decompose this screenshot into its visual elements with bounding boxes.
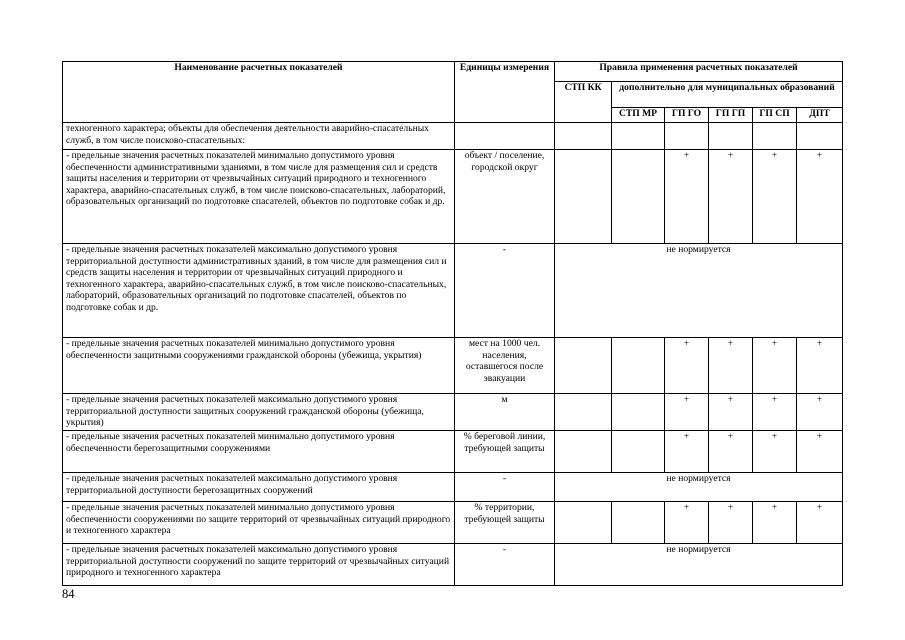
table-row: [63, 150, 843, 244]
applicability-mark: +: [797, 338, 843, 394]
applicability-mark: [753, 123, 797, 150]
indicator-name: техногенного характера; объекты для обеспечения деятельности аварийно-спасательных служб, в том числе поисково-спасательных:: [63, 123, 455, 150]
indicator-name: - предельные значения расчетных показателей максимально допустимого уровня территориальной доступности защитных сооружений гражданской обороны (убежища, укрытия): [63, 394, 455, 431]
applicability-mark: [555, 123, 612, 150]
header-gp-gp: ГП ГП: [709, 108, 753, 123]
indicator-name: - предельные значения расчетных показателей минимально допустимого уровня обеспеченности административными зданиями, в том числе для размещения сил и средств защиты населения и территории от чрезвычайных ситуаций природного и техногенного характера, аварийно-спасательных служб, в том числе поисково-спасательных, лабораторий, образовательных организаций по подготовке спасателей, объектов по подготовке собак и др.: [63, 150, 455, 244]
not-normalized-cell: не нормируется: [555, 544, 843, 586]
indicator-unit: -: [455, 473, 555, 502]
header-additional: дополнительно для муниципальных образований: [612, 82, 843, 108]
header-stp-mr: СТП МР: [612, 108, 665, 123]
applicability-mark: [612, 123, 665, 150]
not-normalized-cell: не нормируется: [555, 244, 843, 338]
indicator-unit: -: [455, 544, 555, 586]
applicability-mark: [665, 123, 709, 150]
table-row: [63, 431, 843, 473]
applicability-mark: [555, 502, 612, 544]
indicator-name: - предельные значения расчетных показателей максимально допустимого уровня территориальной доступности берегозащитных сооружений: [63, 473, 455, 502]
applicability-mark: +: [665, 150, 709, 244]
applicability-mark: +: [753, 338, 797, 394]
applicability-mark: [612, 150, 665, 244]
applicability-mark: +: [797, 431, 843, 473]
table-row: [63, 123, 843, 150]
applicability-mark: +: [709, 431, 753, 473]
applicability-mark: [555, 338, 612, 394]
indicator-name: - предельные значения расчетных показателей минимально допустимого уровня обеспеченности сооружениями по защите территорий от чрезвычайных ситуаций природного и техногенного характера: [63, 502, 455, 544]
header-rules: Правила применения расчетных показателей: [555, 62, 843, 82]
indicator-unit: % береговой линии, требующей защиты: [455, 431, 555, 473]
applicability-mark: +: [665, 502, 709, 544]
applicability-mark: +: [709, 502, 753, 544]
indicator-unit: м: [455, 394, 555, 431]
table-row: [63, 502, 843, 544]
applicability-mark: [555, 431, 612, 473]
table-row: [63, 544, 843, 586]
applicability-mark: +: [797, 394, 843, 431]
table-row: [63, 473, 843, 502]
applicability-mark: [555, 394, 612, 431]
header-name: Наименование расчетных показателей: [63, 62, 455, 123]
applicability-mark: +: [665, 431, 709, 473]
applicability-mark: +: [709, 338, 753, 394]
applicability-mark: +: [665, 394, 709, 431]
indicator-unit: [455, 123, 555, 150]
page-number: 84: [62, 587, 75, 601]
table-row: [63, 244, 843, 338]
table-row: [63, 338, 843, 394]
indicator-name: - предельные значения расчетных показателей минимально допустимого уровня обеспеченности берегозащитными сооружениями: [63, 431, 455, 473]
applicability-mark: +: [753, 150, 797, 244]
table-body: [63, 123, 843, 586]
applicability-mark: [612, 394, 665, 431]
applicability-mark: +: [709, 394, 753, 431]
table-row: [63, 394, 843, 431]
indicator-name: - предельные значения расчетных показателей максимально допустимого уровня территориальной доступности административных зданий, в том числе для размещения сил и средств защиты населения и территории от чрезвычайных ситуаций природного и техногенного характера, аварийно-спасательных служб, в том числе поисково-спасательных, лабораторий, образовательных организаций по подготовке спасателей, объектов по подготовке собак и др.: [63, 244, 455, 338]
indicator-unit: мест на 1000 чел. населения, оставшегося после эвакуации: [455, 338, 555, 394]
indicators-table: [62, 61, 843, 586]
applicability-mark: +: [753, 431, 797, 473]
indicator-name: - предельные значения расчетных показателей максимально допустимого уровня территориальной доступности сооружений по защите территорий от чрезвычайных ситуаций природного и техногенного характера: [63, 544, 455, 586]
indicator-unit: объект / поселение, городской округ: [455, 150, 555, 244]
applicability-mark: +: [709, 150, 753, 244]
applicability-mark: +: [797, 150, 843, 244]
indicator-unit: -: [455, 244, 555, 338]
header-stp-kk: СТП КК: [555, 82, 612, 123]
indicator-name: - предельные значения расчетных показателей минимально допустимого уровня обеспеченности защитными сооружениями гражданской обороны (убежища, укрытия): [63, 338, 455, 394]
applicability-mark: [612, 502, 665, 544]
indicator-unit: % территории, требующей защиты: [455, 502, 555, 544]
applicability-mark: [555, 150, 612, 244]
header-gp-go: ГП ГО: [665, 108, 709, 123]
header-dpt: ДПТ: [797, 108, 843, 123]
applicability-mark: +: [797, 502, 843, 544]
header-gp-sp: ГП СП: [753, 108, 797, 123]
applicability-mark: +: [753, 394, 797, 431]
applicability-mark: [709, 123, 753, 150]
not-normalized-cell: не нормируется: [555, 473, 843, 502]
header-unit: Единицы измерения: [455, 62, 555, 123]
applicability-mark: [612, 431, 665, 473]
applicability-mark: +: [665, 338, 709, 394]
applicability-mark: [797, 123, 843, 150]
applicability-mark: [612, 338, 665, 394]
applicability-mark: +: [753, 502, 797, 544]
